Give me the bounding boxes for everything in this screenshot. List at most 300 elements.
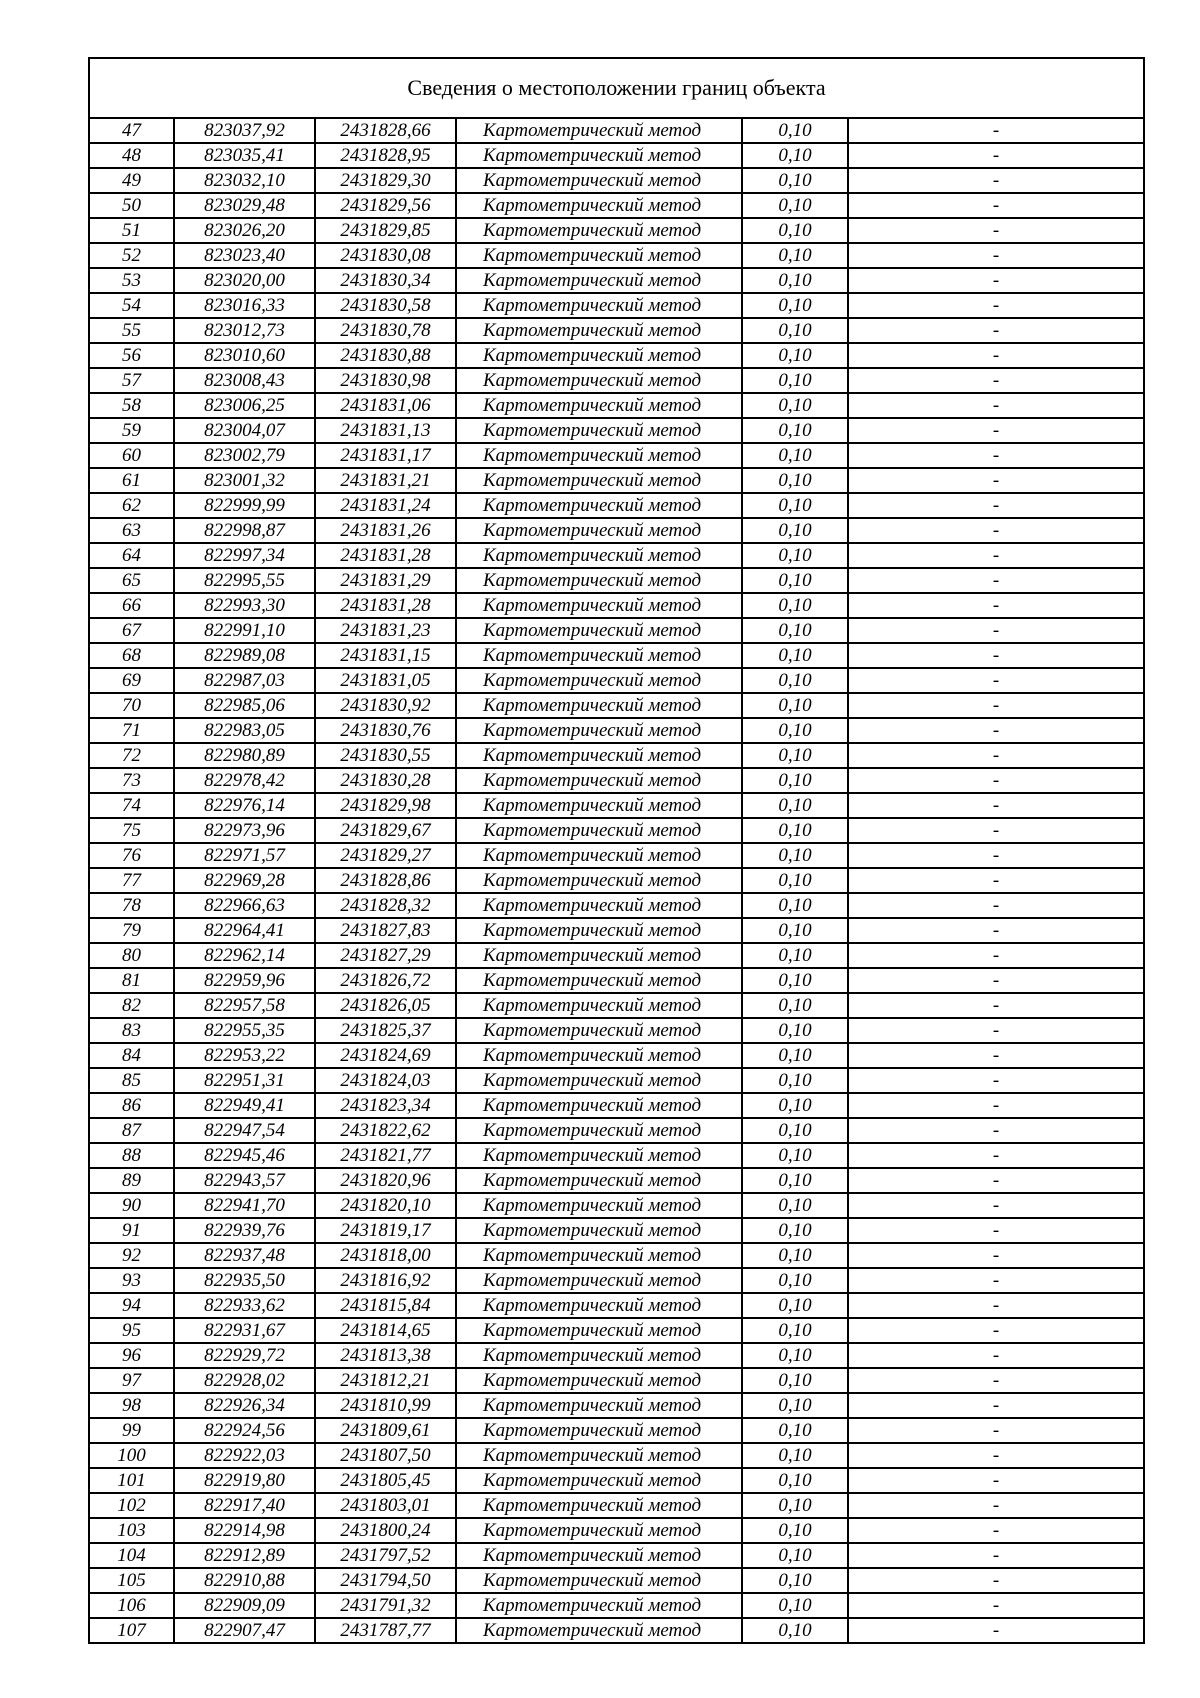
y-coordinate-cell: 2431830,34 [315,268,456,293]
accuracy-cell: 0,10 [742,843,848,868]
table-row [90,1043,1143,1068]
accuracy-cell: 0,10 [742,893,848,918]
accuracy-cell: 0,10 [742,743,848,768]
y-coordinate-cell: 2431819,17 [315,1218,456,1243]
method-cell: Картометрический метод [456,393,742,418]
accuracy-cell: 0,10 [742,218,848,243]
accuracy-cell: 0,10 [742,1568,848,1593]
y-coordinate-cell: 2431831,29 [315,568,456,593]
y-coordinate-cell: 2431831,15 [315,643,456,668]
note-cell: - [848,468,1143,493]
note-cell: - [848,1193,1143,1218]
accuracy-cell: 0,10 [742,1018,848,1043]
y-coordinate-cell: 2431812,21 [315,1368,456,1393]
y-coordinate-cell: 2431829,85 [315,218,456,243]
point-number-cell: 93 [90,1268,174,1293]
x-coordinate-cell: 822937,48 [174,1243,315,1268]
note-cell: - [848,643,1143,668]
method-cell: Картометрический метод [456,1118,742,1143]
x-coordinate-cell: 823010,60 [174,343,315,368]
method-cell: Картометрический метод [456,1443,742,1468]
note-cell: - [848,493,1143,518]
point-number-cell: 54 [90,293,174,318]
x-coordinate-cell: 822917,40 [174,1493,315,1518]
table-row [90,318,1143,343]
point-number-cell: 94 [90,1293,174,1318]
x-coordinate-cell: 822922,03 [174,1443,315,1468]
y-coordinate-cell: 2431800,24 [315,1518,456,1543]
accuracy-cell: 0,10 [742,943,848,968]
method-cell: Картометрический метод [456,918,742,943]
x-coordinate-cell: 823001,32 [174,468,315,493]
method-cell: Картометрический метод [456,893,742,918]
point-number-cell: 73 [90,768,174,793]
x-coordinate-cell: 822955,35 [174,1018,315,1043]
note-cell: - [848,1518,1143,1543]
point-number-cell: 104 [90,1543,174,1568]
y-coordinate-cell: 2431830,92 [315,693,456,718]
method-cell: Картометрический метод [456,968,742,993]
note-cell: - [848,243,1143,268]
note-cell: - [848,1443,1143,1468]
table-row [90,993,1143,1018]
y-coordinate-cell: 2431830,98 [315,368,456,393]
method-cell: Картометрический метод [456,1318,742,1343]
table-row [90,1443,1143,1468]
method-cell: Картометрический метод [456,193,742,218]
accuracy-cell: 0,10 [742,568,848,593]
method-cell: Картометрический метод [456,743,742,768]
method-cell: Картометрический метод [456,1143,742,1168]
accuracy-cell: 0,10 [742,1393,848,1418]
note-cell: - [848,1118,1143,1143]
note-cell: - [848,293,1143,318]
table-row [90,1593,1143,1618]
table-row [90,1143,1143,1168]
y-coordinate-cell: 2431827,29 [315,943,456,968]
method-cell: Картометрический метод [456,568,742,593]
point-number-cell: 83 [90,1018,174,1043]
accuracy-cell: 0,10 [742,1318,848,1343]
point-number-cell: 82 [90,993,174,1018]
method-cell: Картометрический метод [456,1593,742,1618]
note-cell: - [848,318,1143,343]
accuracy-cell: 0,10 [742,1243,848,1268]
table-row [90,1343,1143,1368]
x-coordinate-cell: 822935,50 [174,1268,315,1293]
accuracy-cell: 0,10 [742,393,848,418]
point-number-cell: 60 [90,443,174,468]
point-number-cell: 58 [90,393,174,418]
note-cell: - [848,1468,1143,1493]
note-cell: - [848,1368,1143,1393]
note-cell: - [848,718,1143,743]
table-row [90,1218,1143,1243]
x-coordinate-cell: 822969,28 [174,868,315,893]
point-number-cell: 99 [90,1418,174,1443]
x-coordinate-cell: 822931,67 [174,1318,315,1343]
method-cell: Картометрический метод [456,1168,742,1193]
method-cell: Картометрический метод [456,243,742,268]
table-row [90,668,1143,693]
y-coordinate-cell: 2431825,37 [315,1018,456,1043]
table-row [90,968,1143,993]
accuracy-cell: 0,10 [742,318,848,343]
note-cell: - [848,1593,1143,1618]
method-cell: Картометрический метод [456,318,742,343]
x-coordinate-cell: 823008,43 [174,368,315,393]
point-number-cell: 69 [90,668,174,693]
x-coordinate-cell: 822951,31 [174,1068,315,1093]
method-cell: Картометрический метод [456,1093,742,1118]
accuracy-cell: 0,10 [742,593,848,618]
x-coordinate-cell: 823012,73 [174,318,315,343]
point-number-cell: 52 [90,243,174,268]
point-number-cell: 71 [90,718,174,743]
coordinates-table [90,119,1143,1642]
accuracy-cell: 0,10 [742,668,848,693]
y-coordinate-cell: 2431831,23 [315,618,456,643]
note-cell: - [992,1620,1000,1641]
point-number-cell: 70 [90,693,174,718]
y-coordinate-cell: 2431818,00 [315,1243,456,1268]
note-cell: - [848,868,1143,893]
method-cell: Картометрический метод [456,1293,742,1318]
y-coordinate-cell: 2431829,56 [315,193,456,218]
table-row [90,1193,1143,1218]
method-cell: Картометрический метод [456,293,742,318]
note-cell: - [848,368,1143,393]
point-number-cell: 88 [90,1143,174,1168]
accuracy-cell: 0,10 [742,443,848,468]
method-cell: Картометрический метод [456,843,742,868]
point-number-cell: 55 [90,318,174,343]
y-coordinate-cell: 2431831,26 [315,518,456,543]
note-cell: - [848,1493,1143,1518]
method-cell: Картометрический метод [456,943,742,968]
y-coordinate-cell: 2431830,58 [315,293,456,318]
table-row [90,443,1143,468]
note-cell: - [848,443,1143,468]
y-coordinate-cell: 2431824,03 [315,1068,456,1093]
y-coordinate-cell: 2431823,34 [315,1093,456,1118]
table-row [90,393,1143,418]
x-coordinate-cell: 823037,92 [174,119,315,143]
accuracy-cell: 0,10 [742,468,848,493]
table-row [90,1493,1143,1518]
note-cell: - [848,618,1143,643]
table-row [90,418,1143,443]
y-coordinate-cell: 2431830,78 [315,318,456,343]
point-number-cell: 91 [90,1218,174,1243]
note-cell: - [848,593,1143,618]
method-cell: Картометрический метод [456,1518,742,1543]
method-cell: Картометрический метод [456,1018,742,1043]
method-cell: Картометрический метод [456,593,742,618]
note-cell: - [848,1343,1143,1368]
note-cell: - [848,418,1143,443]
point-number-cell: 102 [90,1493,174,1518]
y-coordinate-cell: 2431831,24 [315,493,456,518]
note-cell: - [848,1043,1143,1068]
note-cell: - [848,119,1143,143]
accuracy-cell: 0,10 [742,418,848,443]
x-coordinate-cell: 823029,48 [174,193,315,218]
note-cell: - [848,1268,1143,1293]
y-coordinate-cell: 2431822,62 [315,1118,456,1143]
x-coordinate-cell: 822957,58 [174,993,315,1018]
method-cell: Картометрический метод [456,1343,742,1368]
method-cell: Картометрический метод [456,1218,742,1243]
accuracy-cell: 0,10 [742,693,848,718]
y-coordinate-cell: 2431820,96 [315,1168,456,1193]
table-row [90,593,1143,618]
method-cell: Картометрический метод [456,443,742,468]
y-coordinate-cell: 2431829,67 [315,818,456,843]
method-cell: Картометрический метод [456,768,742,793]
accuracy-cell: 0,10 [742,1543,848,1568]
x-coordinate-cell: 822947,54 [174,1118,315,1143]
point-number-cell: 48 [90,143,174,168]
x-coordinate-cell: 822919,80 [174,1468,315,1493]
y-coordinate-cell: 2431824,69 [315,1043,456,1068]
table-row [90,1618,1143,1642]
note-cell: - [848,1293,1143,1318]
x-coordinate-cell: 823002,79 [174,443,315,468]
table-row [90,943,1143,968]
note-cell: - [848,393,1143,418]
accuracy-cell: 0,10 [742,193,848,218]
point-number-cell: 96 [90,1343,174,1368]
method-cell: Картометрический метод [456,993,742,1018]
accuracy-cell: 0,10 [742,343,848,368]
point-number-cell: 51 [90,218,174,243]
x-coordinate-cell: 822978,42 [174,768,315,793]
x-coordinate-cell: 823026,20 [174,218,315,243]
y-coordinate-cell: 2431831,28 [315,543,456,568]
y-coordinate-cell: 2431829,98 [315,793,456,818]
y-coordinate-cell: 2431830,55 [315,743,456,768]
table-row [90,343,1143,368]
table-row [90,1168,1143,1193]
x-coordinate-cell: 822971,57 [174,843,315,868]
accuracy-cell: 0,10 [742,718,848,743]
x-coordinate-cell: 822983,05 [174,718,315,743]
point-number-cell: 81 [90,968,174,993]
x-coordinate-cell: 822945,46 [174,1143,315,1168]
table-row [90,293,1143,318]
table-row [90,1368,1143,1393]
accuracy-cell: 0,10 [742,543,848,568]
method-cell: Картометрический метод [456,718,742,743]
point-number-cell: 59 [90,418,174,443]
point-number-cell: 101 [90,1468,174,1493]
y-coordinate-cell: 2431816,92 [315,1268,456,1293]
accuracy-cell: 0,10 [742,868,848,893]
method-cell: Картометрический метод [456,693,742,718]
boundary-table-sheet [88,57,1145,1644]
method-cell: Картометрический метод [456,1368,742,1393]
table-row [90,1393,1143,1418]
coordinates-table-body [90,119,1143,1642]
y-coordinate-cell: 2431826,72 [315,968,456,993]
point-number-cell: 78 [90,893,174,918]
x-coordinate-cell: 823023,40 [174,243,315,268]
y-coordinate-cell: 2431831,06 [315,393,456,418]
accuracy-cell: 0,10 [742,793,848,818]
table-row [90,543,1143,568]
x-coordinate-cell: 822953,22 [174,1043,315,1068]
point-number-cell: 64 [90,543,174,568]
point-number-cell: 97 [90,1368,174,1393]
x-coordinate-cell: 822910,88 [174,1568,315,1593]
point-number-cell: 67 [90,618,174,643]
accuracy-cell: 0,10 [742,1493,848,1518]
accuracy-cell: 0,10 [742,1168,848,1193]
y-coordinate-cell: 2431830,08 [315,243,456,268]
table-row [90,743,1143,768]
x-coordinate-cell: 822980,89 [174,743,315,768]
point-number-cell: 90 [90,1193,174,1218]
note-cell: - [848,943,1143,968]
point-number-cell: 85 [90,1068,174,1093]
point-number-cell: 79 [90,918,174,943]
method-cell: Картометрический метод [456,643,742,668]
x-coordinate-cell: 822943,57 [174,1168,315,1193]
table-row [90,143,1143,168]
point-number-cell: 53 [90,268,174,293]
point-number-cell: 95 [90,1318,174,1343]
note-cell: - [848,218,1143,243]
table-row [90,218,1143,243]
accuracy-cell: 0,10 [742,1343,848,1368]
point-number-cell: 68 [90,643,174,668]
note-cell: - [848,1318,1143,1343]
method-cell: Картометрический метод [456,1418,742,1443]
x-coordinate-cell: 822995,55 [174,568,315,593]
note-cell: - [848,1243,1143,1268]
point-number-cell: 62 [90,493,174,518]
table-row [90,1093,1143,1118]
point-number-cell: 84 [90,1043,174,1068]
note-cell: - [848,143,1143,168]
note-cell: - [848,843,1143,868]
method-cell: Картометрический метод [456,119,742,143]
table-row [90,868,1143,893]
accuracy-cell: 0,10 [742,1293,848,1318]
table-row [90,1318,1143,1343]
table-title: Сведения о местоположении границ объекта [90,59,1143,119]
point-number-cell: 92 [90,1243,174,1268]
y-coordinate-cell: 2431831,05 [315,668,456,693]
accuracy-cell: 0,10 [742,168,848,193]
note-cell: - [848,193,1143,218]
point-number-cell: 76 [90,843,174,868]
note-cell: - [848,1143,1143,1168]
accuracy-cell: 0,10 [742,918,848,943]
x-coordinate-cell: 823004,07 [174,418,315,443]
method-cell: Картометрический метод [456,468,742,493]
method-cell: Картометрический метод [456,343,742,368]
table-row [90,568,1143,593]
table-row [90,1068,1143,1093]
accuracy-cell: 0,10 [742,268,848,293]
x-coordinate-cell: 822959,96 [174,968,315,993]
method-cell: Картометрический метод [456,1493,742,1518]
accuracy-cell: 0,10 [742,119,848,143]
note-cell: - [848,268,1143,293]
table-row [90,1293,1143,1318]
y-coordinate-cell: 2431810,99 [315,1393,456,1418]
y-coordinate-cell: 2431830,76 [315,718,456,743]
table-row [90,718,1143,743]
y-coordinate-cell: 2431830,88 [315,343,456,368]
point-number-cell: 107 [90,1618,174,1642]
point-number-cell: 86 [90,1093,174,1118]
x-coordinate-cell: 822999,99 [174,493,315,518]
method-cell: Картометрический метод [456,1393,742,1418]
x-coordinate-cell: 822985,06 [174,693,315,718]
table-row [90,1243,1143,1268]
y-coordinate-cell: 2431830,28 [315,768,456,793]
point-number-cell: 57 [90,368,174,393]
note-cell: - [848,1393,1143,1418]
x-coordinate-cell: 823006,25 [174,393,315,418]
method-cell: Картометрический метод [456,1568,742,1593]
accuracy-cell: 0,10 [742,1068,848,1093]
accuracy-cell: 0,10 [742,1118,848,1143]
y-coordinate-cell: 2431831,17 [315,443,456,468]
method-cell: Картометрический метод [456,418,742,443]
x-coordinate-cell: 822989,08 [174,643,315,668]
method-cell: Картометрический метод [456,368,742,393]
table-row [90,1118,1143,1143]
note-cell: - [848,1168,1143,1193]
y-coordinate-cell: 2431829,30 [315,168,456,193]
point-number-cell: 105 [90,1568,174,1593]
y-coordinate-cell: 2431828,86 [315,868,456,893]
y-coordinate-cell: 2431815,84 [315,1293,456,1318]
note-cell: - [848,743,1143,768]
point-number-cell: 49 [90,168,174,193]
table-row [90,243,1143,268]
method-cell: Картометрический метод [456,1243,742,1268]
y-coordinate-cell: 2431813,38 [315,1343,456,1368]
note-cell: - [848,768,1143,793]
point-number-cell: 61 [90,468,174,493]
note-cell: - [848,1093,1143,1118]
x-coordinate-cell: 822998,87 [174,518,315,543]
x-coordinate-cell: 822987,03 [174,668,315,693]
accuracy-cell: 0,10 [742,1043,848,1068]
accuracy-cell: 0,10 [742,243,848,268]
table-row [90,893,1143,918]
y-coordinate-cell: 2431831,13 [315,418,456,443]
note-cell: - [848,168,1143,193]
table-row [90,1543,1143,1568]
y-coordinate-cell: 2431820,10 [315,1193,456,1218]
note-cell: - [848,568,1143,593]
table-row [90,468,1143,493]
accuracy-cell: 0,10 [742,768,848,793]
accuracy-cell: 0,10 [742,1443,848,1468]
method-cell: Картометрический метод [456,668,742,693]
table-row [90,1018,1143,1043]
note-cell: - [848,518,1143,543]
point-number-cell: 100 [90,1443,174,1468]
point-number-cell: 72 [90,743,174,768]
method-cell: Картометрический метод [456,518,742,543]
